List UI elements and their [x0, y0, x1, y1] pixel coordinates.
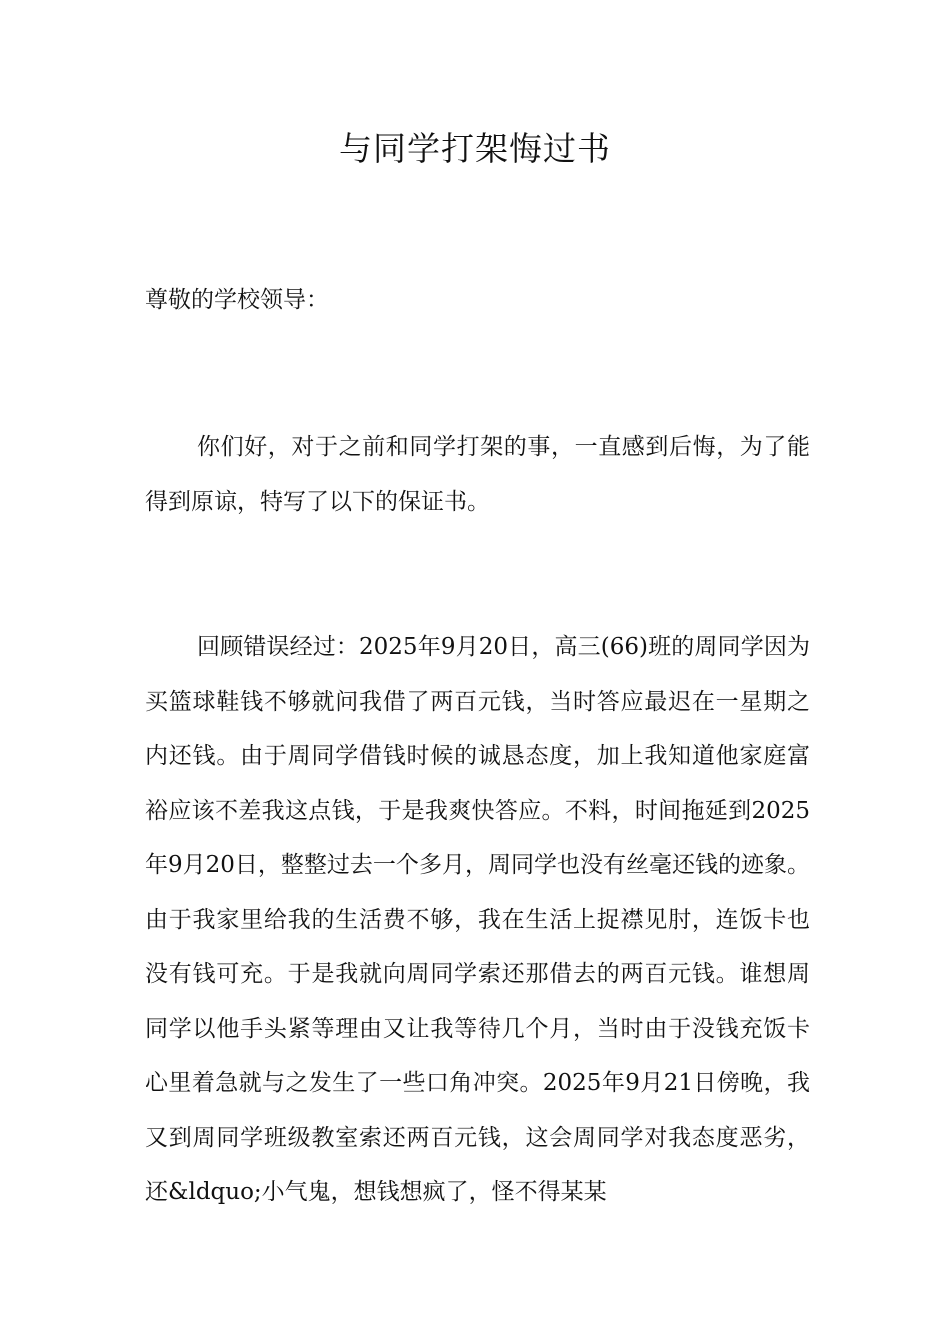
document-title: 与同学打架悔过书	[339, 129, 611, 168]
paragraph-incident-review: 回顾错误经过：2025年9月20日，高三(66)班的周同学因为买篮球鞋钱不够就问我借了两百元钱，当时答应最迟在一星期之内还钱。由于周同学借钱时候的诚恳态度，加上我知道他家庭富裕应该不差我这点钱，于是我爽快答应。不料，时间拖延到2025年9月20日，整整过去一个多月，周同学也没有丝毫还钱的迹象。由于我家里给我的生活费不够，我在生活上捉襟见肘，连饭卡也没有钱可充。于是我就向周同学索还那借去的两百元钱。谁想周同学以他手头紧等理由又让我等待几个月，当时由于没钱充饭卡心里着急就与之发生了一些口角冲突。2025年9月21日傍晚，我又到周同学班级教室索还两百元钱，这会周同学对我态度恶劣，还&ldquo;小气鬼，想钱想疯了，怪不得某某	[145, 634, 810, 1205]
salutation: 尊敬的学校领导：	[145, 287, 329, 313]
paragraph-greeting: 你们好，对于之前和同学打架的事，一直感到后悔，为了能得到原谅，特写了以下的保证书。	[145, 434, 810, 515]
